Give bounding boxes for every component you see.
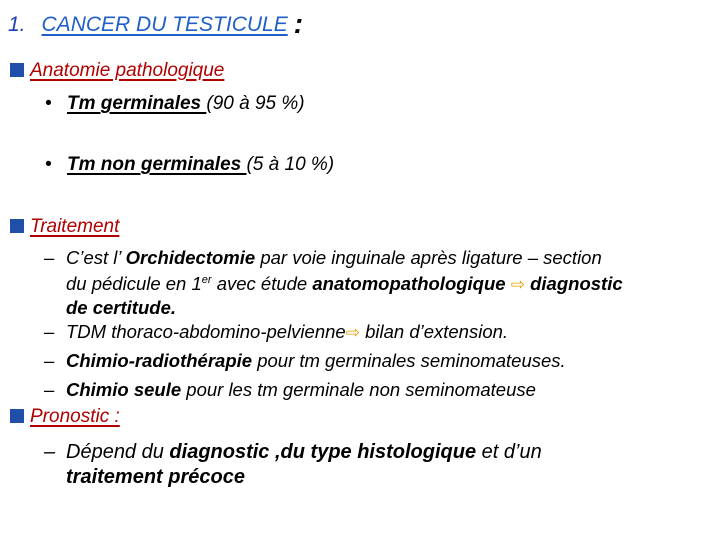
- right-arrow-icon: ⇨: [345, 323, 360, 342]
- bullet-dot-icon: •: [45, 154, 52, 175]
- dash-marker: –: [44, 441, 56, 463]
- text-run: et d’un: [476, 441, 542, 463]
- section-label: Anatomie pathologique: [30, 60, 225, 81]
- section-label: Traitement: [30, 216, 120, 237]
- bullet-rest: (5 à 10 %): [246, 154, 335, 175]
- section-pronostic: [10, 406, 120, 428]
- text-run-bold: traitement précoce: [66, 466, 245, 488]
- bullet-underlined: Tm non germinales: [67, 154, 247, 175]
- text-run-bold: diagnostic: [524, 273, 623, 295]
- text-run: pour les tm germinale non seminomateuse: [181, 379, 536, 400]
- text-run: avec étude: [211, 273, 313, 295]
- text-run: TDM thoraco-abdomino-pelvienne: [66, 321, 346, 342]
- item-body: [66, 246, 623, 319]
- square-bullet-icon: [10, 63, 24, 77]
- text-run-bold: Chimio seule: [66, 379, 182, 400]
- square-bullet-icon: [10, 219, 24, 233]
- item-body: [66, 349, 566, 372]
- dash-marker: –: [44, 247, 55, 268]
- text-run: bilan d’extension.: [359, 321, 509, 342]
- right-arrow-icon: ⇨: [510, 275, 525, 295]
- bullet-underlined: Tm germinales: [67, 93, 207, 114]
- text-run: du pédicule en 1: [66, 273, 202, 295]
- section-traitement: [10, 216, 119, 238]
- title-colon: :: [293, 8, 304, 39]
- section-anatomie: [10, 60, 224, 82]
- item-body: [66, 320, 508, 344]
- bullet-germinales: [45, 93, 305, 115]
- square-bullet-icon: [10, 409, 24, 423]
- superscript: er: [201, 274, 212, 286]
- text-run: par voie inguinale après ligature – section: [255, 247, 602, 268]
- section-label: Pronostic :: [30, 406, 120, 427]
- item-body: [66, 440, 542, 490]
- dash-marker: –: [44, 379, 55, 400]
- bullet-non-germinales: [45, 154, 334, 176]
- text-run-bold: de certitude.: [66, 297, 176, 319]
- text-run: Dépend du: [66, 441, 170, 463]
- text-run-bold: anatomopathologique: [312, 273, 506, 295]
- text-run: C’est l’: [66, 247, 126, 268]
- text-run: pour tm germinales seminomateuses.: [252, 350, 566, 371]
- text-run-bold: diagnostic ,du type histologique: [169, 441, 477, 463]
- bullet-dot-icon: •: [45, 93, 52, 114]
- item-body: [66, 378, 536, 401]
- dash-marker: –: [44, 350, 55, 371]
- text-run-bold: Orchidectomie: [125, 247, 256, 268]
- text-run-bold: Chimio-radiothérapie: [66, 350, 253, 371]
- slide-title: [8, 8, 303, 40]
- bullet-rest: (90 à 95 %): [206, 93, 305, 114]
- dash-marker: –: [44, 321, 55, 342]
- title-number: 1.: [8, 13, 26, 36]
- title-text: CANCER DU TESTICULE: [41, 13, 288, 36]
